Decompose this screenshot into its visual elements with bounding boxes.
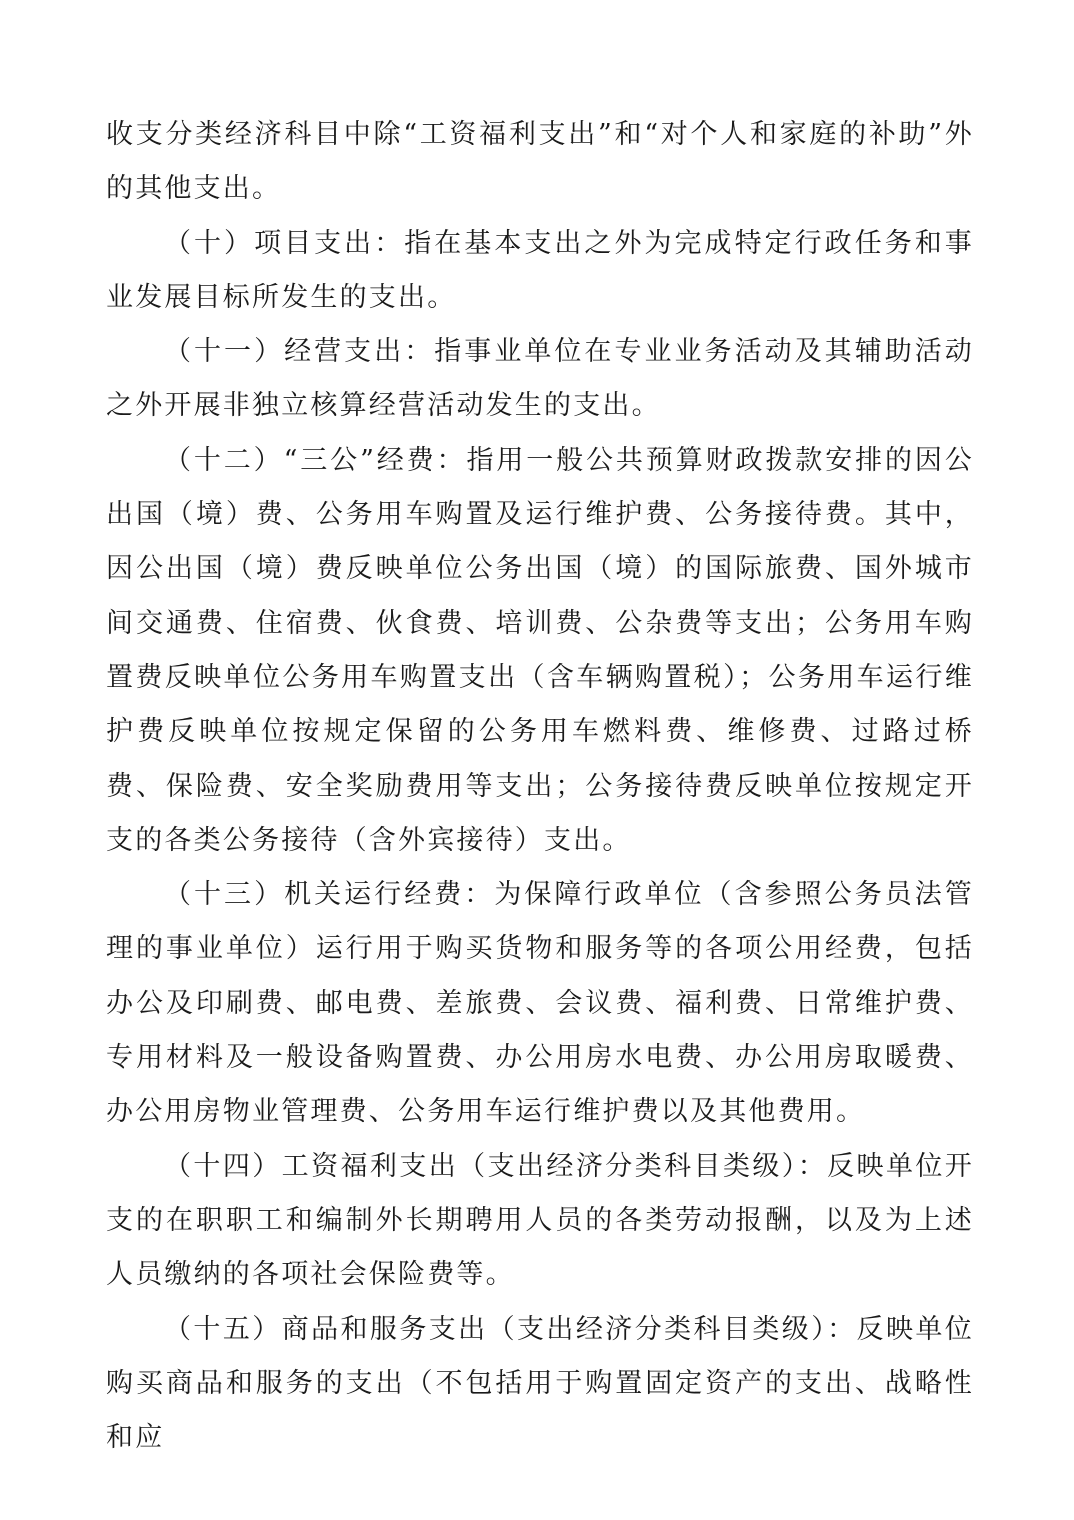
paragraph-goods-services-expenditure: （十五）商品和服务支出（支出经济分类科目类级）：反映单位购买商品和服务的支出（不包括用于购置固定资产的支出、战略性和应 — [106, 1313, 974, 1454]
paragraph-three-public-expenses: （十二）“三公”经费：指用一般公共预算财政拨款安排的因公出国（境）费、公务用车购置及运行维护费、公务接待费。其中，因公出国（境）费反映单位公务出国（境）的国际旅费、国外城市间交通费、住宿费、伙食费、培训费、公杂费等支出；公务用车购置费反映单位公务用车购置支出（含车辆购置税）；公务用车运行维护费反映单位按规定保留的公务用车燃料费、维修费、过路过桥费、保险费、安全奖励费用等支出；公务接待费反映单位按规定开支的各类公务接待（含外宾接待）支出。 — [106, 444, 974, 856]
paragraph-operating-expenditure: （十一）经营支出：指事业单位在专业业务活动及其辅助活动之外开展非独立核算经营活动发生的支出。 — [106, 336, 974, 422]
paragraph-project-expenditure: （十）项目支出：指在基本支出之外为完成特定行政任务和事业发展目标所发生的支出。 — [106, 227, 974, 313]
document-body — [106, 108, 974, 1465]
paragraph-agency-operating-funds: （十三）机关运行经费：为保障行政单位（含参照公务员法管理的事业单位）运行用于购买货物和服务等的各项公用经费，包括办公及印刷费、邮电费、差旅费、会议费、福利费、日常维护费、专用材料及一般设备购置费、办公用房水电费、办公用房取暖费、办公用房物业管理费、公务用车运行维护费以及其他费用。 — [106, 879, 974, 1128]
paragraph-wage-welfare-expenditure: （十四）工资福利支出（支出经济分类科目类级）：反映单位开支的在职职工和编制外长期聘用人员的各类劳动报酬，以及为上述人员缴纳的各项社会保险费等。 — [106, 1150, 974, 1291]
paragraph-continuation: 收支分类经济科目中除“工资福利支出”和“对个人和家庭的补助”外的其他支出。 — [106, 119, 974, 205]
